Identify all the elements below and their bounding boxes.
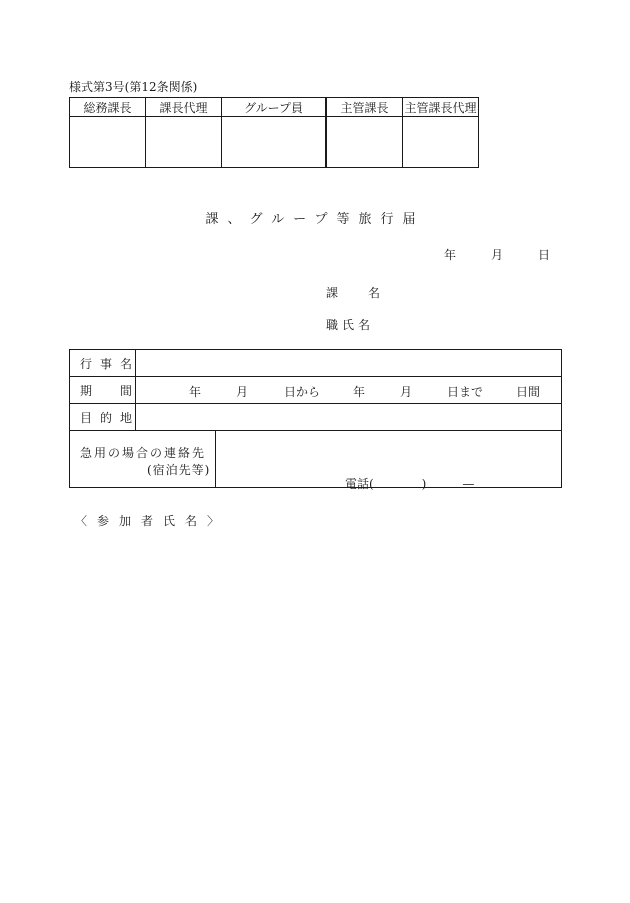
section-label: 課 名 xyxy=(326,286,390,300)
date-year-label: 年 xyxy=(444,248,457,262)
stamp-box-supervising-deputy[interactable] xyxy=(403,117,479,168)
period-to-day: 日まで xyxy=(447,385,484,399)
date-day-label: 日 xyxy=(538,248,551,262)
stamp-box-supervising-chief[interactable] xyxy=(327,117,403,168)
destination-row xyxy=(70,404,562,431)
stamp-box-deputy-chief[interactable] xyxy=(146,117,222,168)
period-from-year: 年 xyxy=(189,385,202,399)
destination-input[interactable] xyxy=(136,404,562,431)
phone-label: 電話( ) — xyxy=(345,477,475,491)
contact-sublabel: (宿泊先等) xyxy=(147,463,211,477)
approval-header-row xyxy=(70,98,479,117)
approval-header-deputy-chief: 課長代理 xyxy=(146,98,222,117)
destination-label: 目的地 xyxy=(70,404,136,431)
event-row xyxy=(70,350,562,377)
period-from-month: 月 xyxy=(236,385,249,399)
approval-header-general-affairs-chief: 総務課長 xyxy=(70,98,146,117)
approval-header-supervising-deputy: 主管課長代理 xyxy=(403,98,479,117)
period-days: 日間 xyxy=(516,385,541,399)
event-input[interactable] xyxy=(136,350,562,377)
period-label: 期 間 xyxy=(70,377,136,404)
period-row xyxy=(70,377,562,404)
period-to-month: 月 xyxy=(400,385,413,399)
document-title: 課、グループ等旅行届 xyxy=(205,212,425,227)
form-number: 様式第3号(第12条関係) xyxy=(69,80,198,94)
contact-label: 急用の場合の連絡先 xyxy=(80,446,207,460)
period-from-day: 日から xyxy=(284,385,321,399)
participants-label: 〈参加者氏名〉 xyxy=(75,514,230,528)
approval-stamp-table xyxy=(69,97,479,168)
stamp-box-group-member[interactable] xyxy=(222,117,326,168)
date-month-label: 月 xyxy=(491,248,504,262)
period-input[interactable] xyxy=(136,377,562,404)
contact-label-cell xyxy=(70,431,216,488)
contact-row xyxy=(70,431,562,488)
approval-header-supervising-chief: 主管課長 xyxy=(327,98,403,117)
name-label: 職氏名 xyxy=(326,318,375,332)
period-to-year: 年 xyxy=(353,385,366,399)
approval-stamp-row xyxy=(70,117,479,168)
approval-header-group-member: グループ員 xyxy=(222,98,326,117)
travel-details-table xyxy=(69,349,562,488)
event-label: 行事名 xyxy=(70,350,136,377)
stamp-box-general-affairs-chief[interactable] xyxy=(70,117,146,168)
